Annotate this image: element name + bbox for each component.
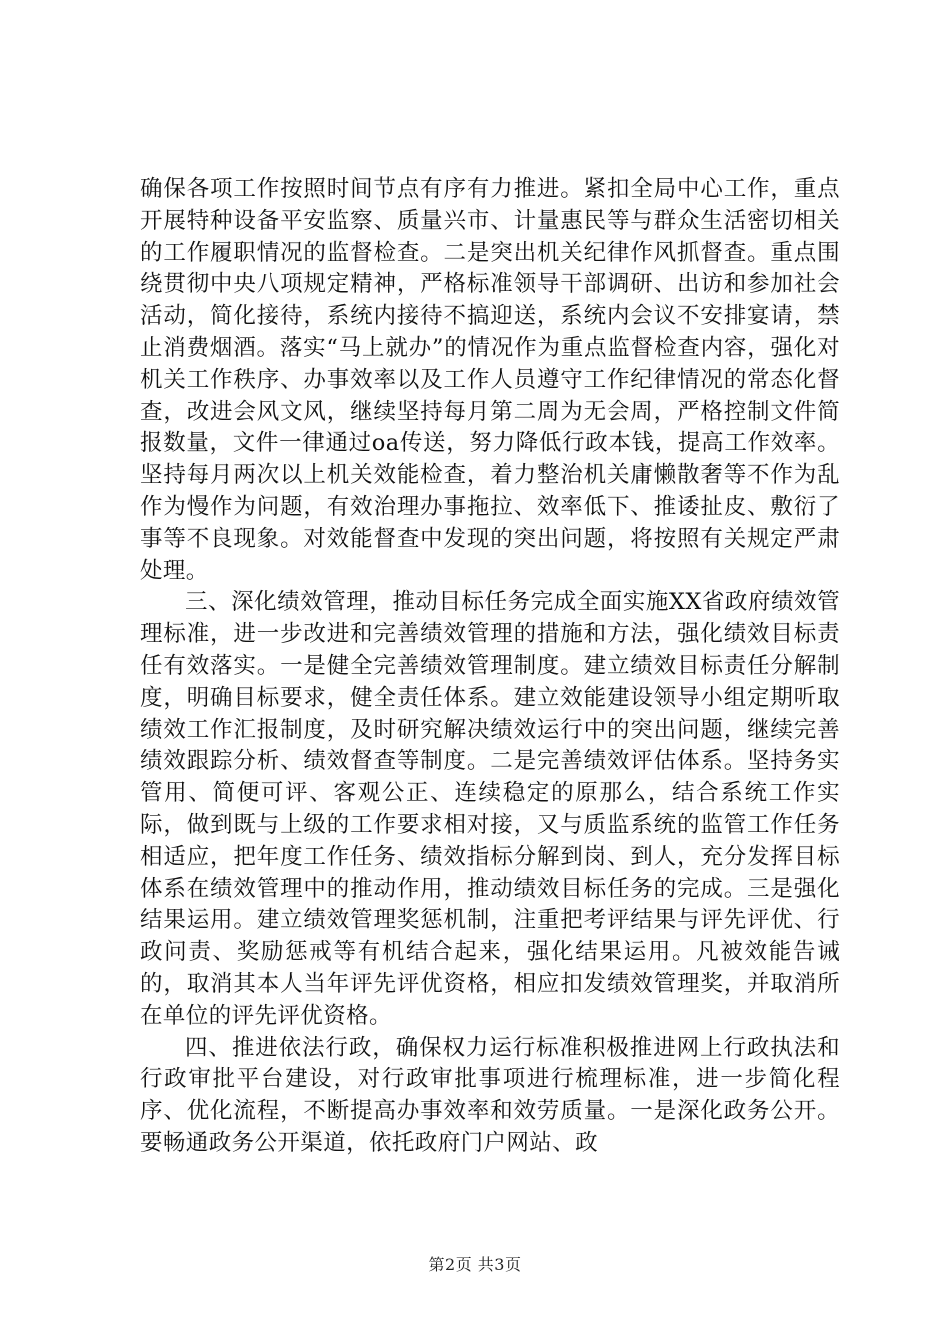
page-footer: 第2页 共3页 — [428, 1255, 522, 1274]
body-text — [140, 174, 840, 1160]
paragraph-performance-management: 三、深化绩效管理，推动目标任务完成全面实施XX省政府绩效管理标准，进一步改进和完善绩效管理的措施和方法，强化绩效目标责任有效落实。一是健全完善绩效管理制度。建立绩效目标责任分解制度，明确目标要求，健全责任体系。建立效能建设领导小组定期听取绩效工作汇报制度，及时研究解决绩效运行中的突出问题，继续完善绩效跟踪分析、绩效督查等制度。二是完善绩效评估体系。坚持务实管用、简便可评、客观公正、连续稳定的原那么，结合系统工作实际，做到既与上级的工作要求相对接，又与质监系统的监管工作任务相适应，把年度工作任务、绩效指标分解到岗、到人，充分发挥目标体系在绩效管理中的推动作用，推动绩效目标任务的完成。三是强化结果运用。建立绩效管理奖惩机制，注重把考评结果与评先评优、行政问责、奖励惩戒等有机结合起来，强化结果运用。凡被效能告诫的，取消其本人当年评先评优资格，相应扣发绩效管理奖，并取消所在单位的评先评优资格。 — [140, 589, 840, 1029]
paragraph-supervision: 确保各项工作按照时间节点有序有力推进。紧扣全局中心工作，重点开展特种设备平安监察、质量兴市、计量惠民等与群众生活密切相关的工作履职情况的监督检查。二是突出机关纪律作风抓督查。重点围绕贯彻中央八项规定精神，严格标准领导干部调研、出访和参加社会活动，简化接待，系统内接待不搞迎送，系统内会议不安排宴请，禁止消费烟酒。落实“马上就办”的情况作为重点监督检查内容，强化对机关工作秩序、办事效率以及工作人员遵守工作纪律情况的常态化督查，改进会风文风，继续坚持每月第二周为无会周，严格控制文件简报数量，文件一律通过oa传送，努力降低行政本钱，提高工作效率。坚持每月两次以上机关效能检查，着力整治机关庸懒散奢等不作为乱作为慢作为问题，有效治理办事拖拉、效率低下、推诿扯皮、敷衍了事等不良现象。对效能督查中发现的突出问题，将按照有关规定严肃处理。 — [140, 176, 840, 584]
paragraph-law-administration: 四、推进依法行政，确保权力运行标准积极推进网上行政执法和行政审批平台建设，对行政审批事项进行梳理标准，进一步简化程序、优化流程，不断提高办事效率和效劳质量。一是深化政务公开。要畅通政务公开渠道，依托政府门户网站、政 — [140, 1034, 840, 1156]
